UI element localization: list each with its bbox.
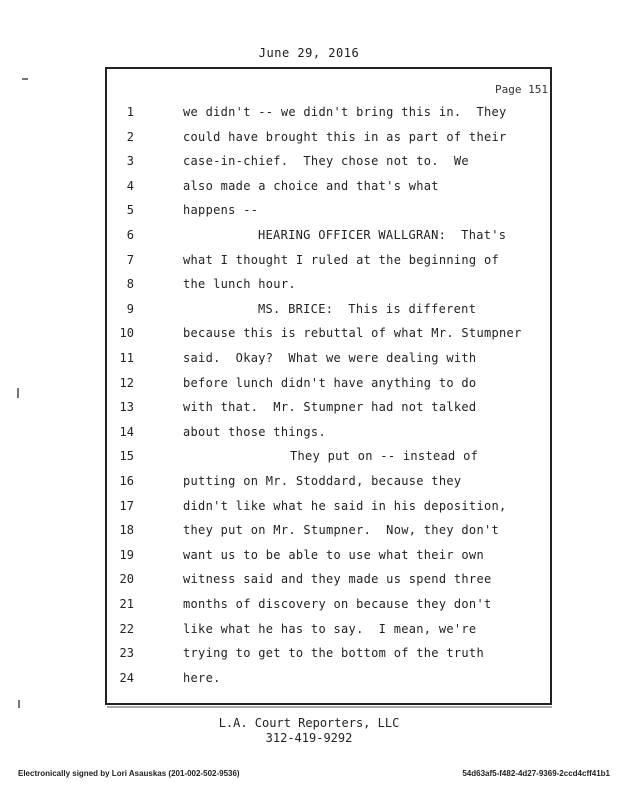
line-text: the lunch hour. (183, 277, 296, 292)
line-number: 14 (119, 424, 134, 439)
line-number: 11 (119, 351, 134, 365)
line-number: 12 (119, 375, 134, 390)
line-number: 7 (126, 252, 134, 267)
line-text: what I thought I ruled at the beginning of (183, 252, 500, 267)
scan-speck (18, 700, 20, 708)
transcript-line (0, 395, 618, 419)
line-text: they put on Mr. Stumpner. Now, they don't (183, 523, 500, 538)
transcript-line (0, 666, 618, 690)
transcript-line (0, 420, 618, 444)
line-number: 4 (126, 178, 134, 193)
line-number: 17 (119, 498, 134, 513)
transcript-line (0, 518, 618, 542)
electronic-signature: Electronically signed by Lori Asauskas (201-002-502-9536) (18, 769, 240, 778)
line-number: 9 (126, 301, 134, 316)
line-number: 2 (126, 129, 134, 144)
line-text: also made a choice and that's what (183, 178, 439, 193)
transcript-line (0, 592, 618, 616)
line-text: before lunch didn't have anything to do (183, 375, 477, 390)
transcript-line (0, 272, 618, 296)
transcript-line (0, 297, 618, 321)
transcript-line (0, 100, 618, 124)
line-text: about those things. (183, 424, 326, 439)
transcript-line (0, 641, 618, 665)
line-number: 8 (126, 277, 134, 292)
line-number: 16 (119, 474, 134, 488)
line-number: 23 (119, 646, 134, 661)
reporter-company: L.A. Court Reporters, LLC (218, 716, 400, 730)
transcript-line (0, 125, 618, 149)
line-number: 13 (119, 400, 134, 415)
line-text: like what he has to say. I mean, we're (183, 621, 477, 636)
line-text: happens -- (183, 203, 259, 218)
scan-speck (17, 388, 19, 398)
line-text: want us to be able to use what their own (183, 547, 484, 562)
line-text: could have brought this in as part of their (183, 129, 507, 144)
transcript-line (0, 198, 618, 222)
line-number: 1 (126, 105, 134, 119)
frame-shadow (107, 706, 552, 708)
line-text: They put on -- instead of (290, 449, 479, 464)
transcript-line (0, 469, 618, 493)
line-text: case-in-chief. They chose not to. We (183, 154, 469, 169)
transcript-line (0, 444, 618, 468)
line-text: we didn't -- we didn't bring this in. They (183, 105, 507, 119)
line-number: 22 (119, 621, 134, 636)
line-number: 24 (119, 670, 134, 685)
reporter-footer (0, 716, 618, 746)
line-text: MS. BRICE: This is different (258, 301, 477, 316)
line-number: 10 (119, 326, 134, 341)
line-number: 18 (119, 523, 134, 538)
line-text: trying to get to the bottom of the truth (183, 646, 484, 661)
reporter-phone: 312-419-9292 (265, 731, 353, 745)
line-text: witness said and they made us spend three (183, 572, 492, 587)
transcript-line (0, 223, 618, 247)
transcript-line (0, 494, 618, 518)
document-id: 54d63af5-f482-4d27-9369-2ccd4cff41b1 (462, 769, 610, 778)
transcript-line (0, 346, 618, 370)
line-number: 19 (119, 547, 134, 562)
line-text: HEARING OFFICER WALLGRAN: That's (258, 228, 507, 242)
transcript-line (0, 174, 618, 198)
transcript-line (0, 567, 618, 591)
line-number: 21 (119, 597, 134, 611)
transcript-line (0, 543, 618, 567)
line-text: putting on Mr. Stoddard, because they (183, 474, 462, 488)
line-text: said. Okay? What we were dealing with (183, 351, 477, 365)
line-number: 20 (119, 572, 134, 587)
transcript-line (0, 149, 618, 173)
line-number: 5 (126, 203, 134, 218)
page-number: Page 151 (495, 83, 548, 96)
line-number: 15 (119, 449, 134, 464)
line-text: because this is rebuttal of what Mr. Stumpner (183, 326, 522, 341)
transcript-line (0, 617, 618, 641)
transcript-line (0, 248, 618, 272)
transcript-line (0, 321, 618, 345)
scan-speck (22, 78, 28, 80)
line-text: months of discovery on because they don't (183, 597, 492, 611)
transcript-date: June 29, 2016 (258, 46, 360, 60)
line-number: 3 (126, 154, 134, 169)
line-number: 6 (126, 228, 134, 242)
line-text: here. (183, 670, 221, 685)
transcript-line (0, 371, 618, 395)
line-text: with that. Mr. Stumpner had not talked (183, 400, 477, 415)
line-text: didn't like what he said in his deposition, (183, 498, 507, 513)
